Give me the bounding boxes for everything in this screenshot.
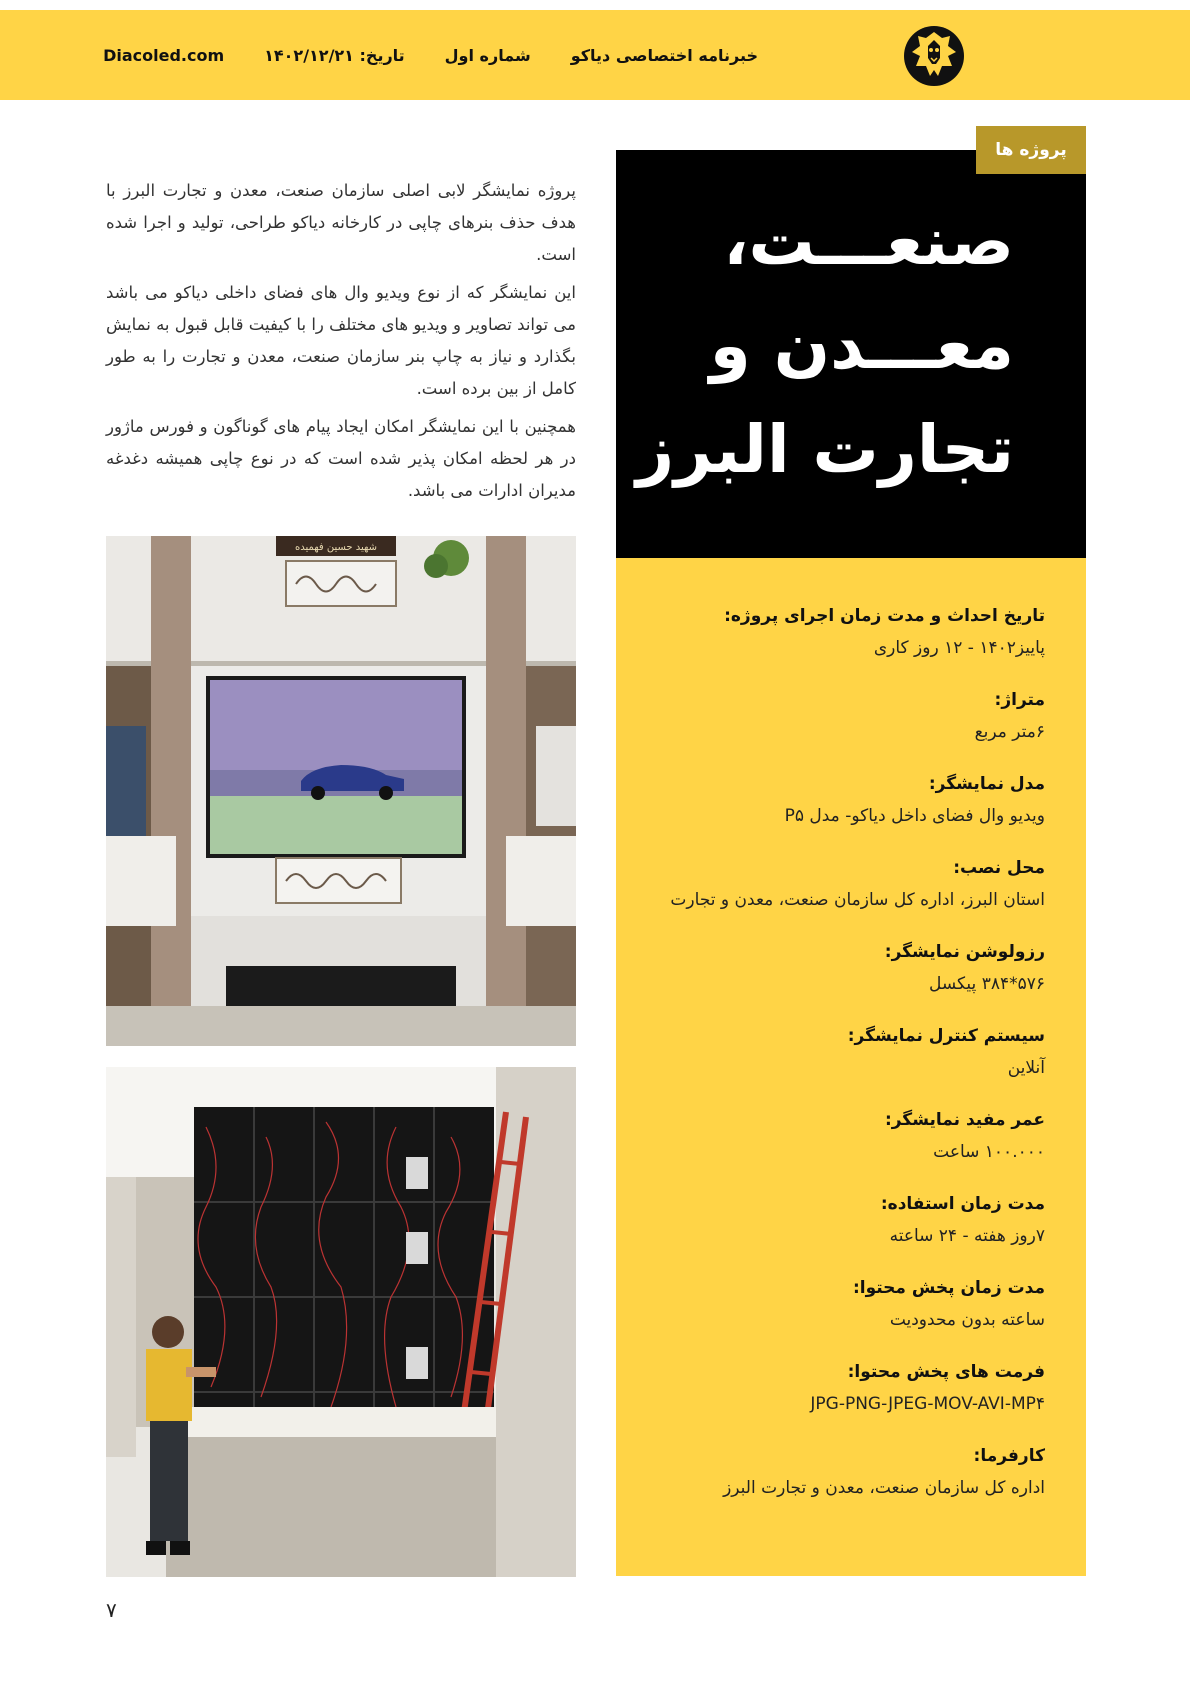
spec-value: اداره کل سازمان صنعت، معدن و تجارت البرز [723,1478,1045,1498]
spec-item [640,1272,1045,1356]
title-line: تجارت البرز [636,411,1014,488]
spec-label: مدت زمان استفاده: [880,1194,1045,1214]
page-number: ۷ [106,1598,117,1622]
spec-label: سیستم کنترل نمایشگر: [847,1026,1045,1046]
lion-logo-icon [902,24,966,88]
paragraph: این نمایشگر که از نوع ویدیو وال های فضای داخلی دیاکو می باشد می تواند تصاویر و ویدیو های مختلف را با کیفیت قابل قبول به نمایش بگذارد و نیاز به چاپ بنر سازمان صنعت، معدن و تجارت را به طور کامل از بین برده است. [106,283,576,398]
spec-label: متراژ: [994,690,1045,710]
spec-item [640,1440,1045,1524]
spec-item [640,852,1045,936]
spec-label: فرمت های پخش محتوا: [847,1362,1045,1382]
spec-value: ۱۰۰.۰۰۰ ساعت [933,1142,1045,1162]
paragraph: همچنین با این نمایشگر امکان ایجاد پیام های گوناگون و فورس ماژور در هر لحظه امکان پذیر شده است که در نوع چاپی همیشه دغدغه مدیران ادارات می باشد. [106,417,576,500]
spec-label: مدل نمایشگر: [928,774,1045,794]
issue-date: تاریخ: ۱۴۰۲/۱۲/۲۱ [264,45,405,65]
spec-value: ۷روز هفته - ۲۴ ساعته [889,1226,1045,1246]
paragraph: پروژه نمایشگر لابی اصلی سازمان صنعت، معدن و تجارت البرز با هدف حذف بنرهای چاپی در کارخانه دیاکو طراحی، تولید و اجرا شده است. [106,181,576,264]
spec-item [640,1188,1045,1272]
spec-value: استان البرز، اداره کل سازمان صنعت، معدن و تجارت [670,890,1045,910]
spec-label: رزولوشن نمایشگر: [884,942,1045,962]
header-info [103,10,758,100]
spec-list [640,600,1045,1524]
website-link[interactable]: Diacoled.com [103,45,225,65]
article-body [106,175,576,513]
header-bar [0,10,1190,100]
title-line: معـــدن و [709,307,1014,384]
newsletter-name: خبرنامه اختصاصی دیاکو [570,45,758,65]
spec-value: ۵۷۶*۳۸۴ پیکسل [928,974,1045,994]
section-tag: پروژه ها [976,126,1086,174]
spec-item [640,1104,1045,1188]
spec-value: ساعته بدون محدودیت [889,1310,1045,1330]
memorial-plaque-text: شهید حسین فهمیده [294,542,378,553]
spec-value: ۶متر مربع [974,722,1045,742]
page-title [636,190,1014,502]
spec-label: عمر مفید نمایشگر: [884,1110,1045,1130]
spec-item [640,684,1045,768]
installation-photo [106,1067,576,1577]
title-line: صنعـــت، [723,203,1014,280]
spec-label: کارفرما: [973,1446,1045,1466]
spec-item [640,1356,1045,1440]
spec-value: پاییز۱۴۰۲ - ۱۲ روز کاری [873,638,1045,658]
spec-label: تاریخ احداث و مدت زمان اجرای پروژه: [724,606,1045,626]
spec-value: آنلاین [1007,1058,1045,1078]
spec-item [640,768,1045,852]
issue-number: شماره اول [444,45,531,65]
spec-item [640,600,1045,684]
spec-label: مدت زمان پخش محتوا: [852,1278,1045,1298]
spec-item [640,1020,1045,1104]
spec-label: محل نصب: [953,858,1045,878]
spec-value: JPG-PNG-JPEG-MOV-AVI-MP۴ [810,1394,1045,1414]
spec-item [640,936,1045,1020]
spec-value: ویدیو وال فضای داخل دیاکو- مدل P۵ [784,806,1045,826]
lobby-display-photo [106,536,576,1046]
